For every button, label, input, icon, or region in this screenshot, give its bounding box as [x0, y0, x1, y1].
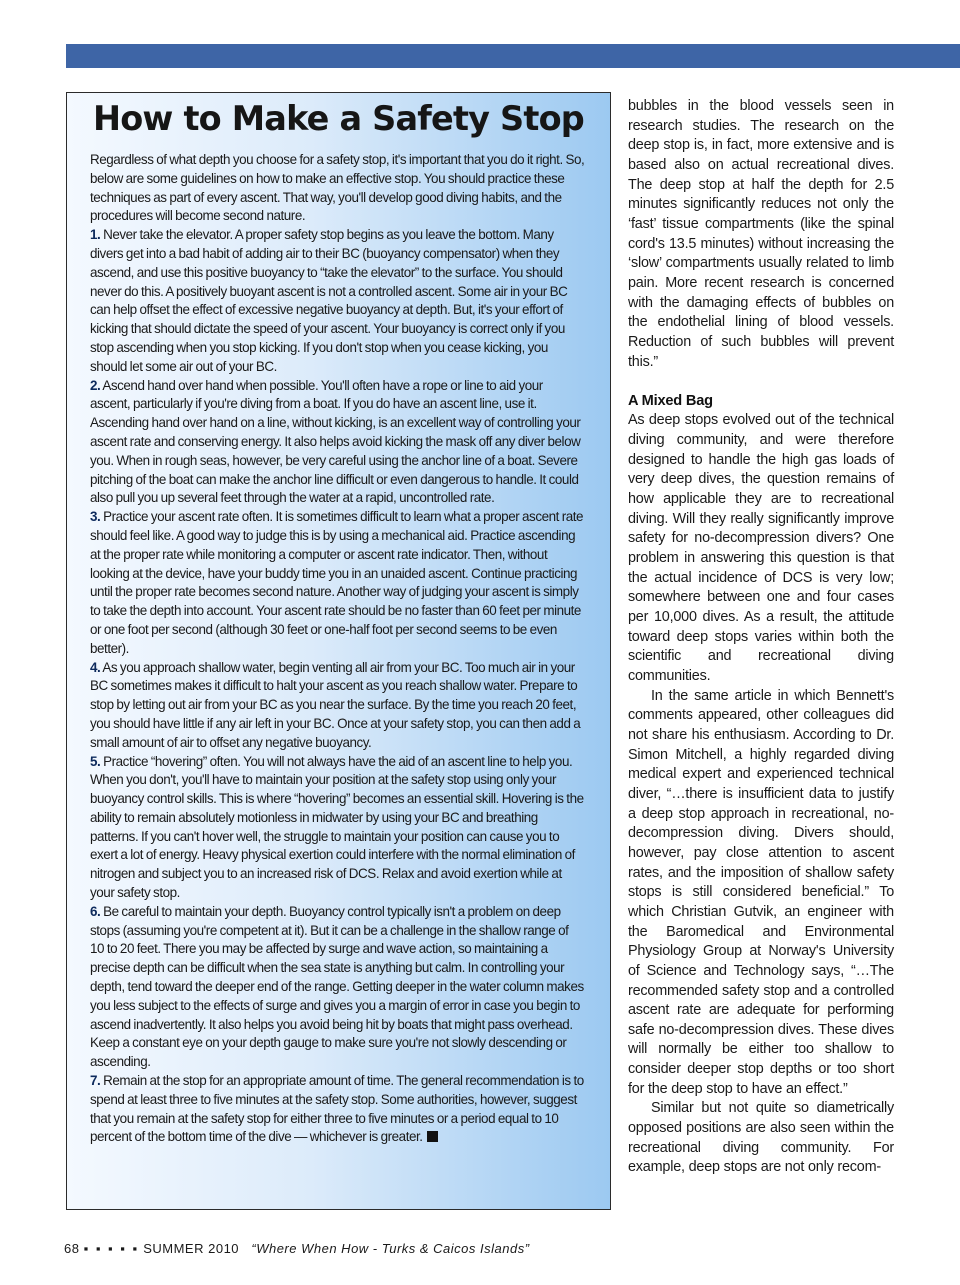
- tip-item: [90, 377, 585, 509]
- continued-paragraph: bubbles in the blood vessels seen in research studies. The research on the deep stop is, in fact, more extensive and is based also on actual recreational dives. The deep stop at half the depth for 2.5 minutes significantly reduces not only the ‘fast’ tissue compartments (like the spinal cord's 13.5 minutes) without increasing the ‘slow’ compartments usually related to limb pain. More recent research is concerned with the damaging effects of bubbles on the endothelial lining of blood vessels. Reduction of such bubbles will prevent this.”: [628, 98, 894, 370]
- tip-text: Practice “hovering” often. You will not always have the aid of an ascent line to help you. When you don't, you'll have to maintain your position at the safety stop using only your buoyancy control skills. This is where “hovering” becomes an essential skill. Hovering is the ability to remain absolutely motionless in midwater by using your BC and breathing patterns. If you can't hover well, the struggle to maintain your position can cause you to exert a lot of energy. Heavy physical exertion could interfere with the normal elimination of nitrogen and subject you to an increased risk of DCS. Relax and avoid exertion while at your safety stop.: [90, 753, 584, 901]
- tip-item: [90, 508, 585, 658]
- publication-name: “Where When How - Turks & Caicos Islands”: [251, 1241, 530, 1256]
- end-square-icon: [427, 1131, 438, 1142]
- tip-text: Practice your ascent rate often. It is sometimes difficult to learn what a proper ascent rate should feel like. A good way to judge this is by using a mechanical aid. Practice ascending at the proper rate while monitoring a computer or ascent rate indicator. Then, without looking at the device, have your buddy time you in an unaided ascent. Continue practicing until the proper rate becomes second nature. Another way of judging your ascent is simply to take the depth into account. Your ascent rate should be no faster than 60 feet per minute or one foot per second (although 30 feet or one-half foot per second seems to be even better).: [90, 509, 584, 656]
- tip-number: 7.: [90, 1073, 101, 1089]
- safety-stop-sidebar: [66, 92, 611, 1210]
- tip-number: 6.: [90, 903, 101, 919]
- tip-item: [90, 659, 585, 753]
- sidebar-intro: Regardless of what depth you choose for a safety stop, it's important that you do it right. So, below are some guidelines on how to make an effective stop. You should practice these techniques as part of every ascent. That way, you'll develop good diving habits, and the procedures will become second nature.: [90, 152, 585, 224]
- tip-item: [90, 903, 585, 1072]
- issue-label: SUMMER 2010: [143, 1241, 240, 1256]
- body-paragraph: As deep stops evolved out of the technical diving community, and were therefore designed to handle the high gas loads of very deep dives, the question remains of how applicable they are to recreational diving. Will they really significantly improve safety for no-decompression divers? One problem in answering this question is that the actual incidence of DCS is very low; somewhere between one and four cases per 10,000 dives. As a result, the attitude toward deep stops varies within both the scientific and recreational diving communities.: [628, 412, 894, 685]
- tip-text: Ascend hand over hand when possible. You'll often have a rope or line to aid your ascent, particularly if you're diving from a boat. If you do have an ascent line, use it. Ascending hand over hand on a line, without kicking, is an excellent way of controlling your ascent rate and conserving energy. It also helps avoid kicking the mask off any diver below you. When in rough seas, however, be very careful using the anchor line of a boat. Severe pitching of the boat can make the anchor line difficult or even dangerous to handle. It could also pull you up several feet through the water at a rapid, uncontrolled rate.: [90, 377, 581, 506]
- footer-dots: ▪ ▪ ▪ ▪ ▪: [83, 1241, 140, 1256]
- tip-number: 4.: [90, 659, 101, 675]
- body-paragraph: Similar but not quite so diametrically opposed positions are also seen within the recreational diving community. For example, deep stops are not only recom-: [628, 1100, 894, 1176]
- tip-item: [90, 1072, 585, 1147]
- body-paragraph: In the same article in which Bennett's comments appeared, other colleagues did not share his enthusiasm. According to Dr. Simon Mitchell, a highly regarded diving medical expert and experienced technical diver, “…there is insufficient data to justify a deep stop approach in recreational, no-decompression diving. Divers should, however, pay close attention to ascent rates, and the imposition of shallow safety stops is still considered beneficial.” To which Christian Gutvik, an engineer with the Baromedical and Environmental Physiology Group at Norway's University of Science and Technology says, “…The recommended safety stop and a controlled ascent rate are adequate for performing safe no-decompression dives. These dives will normally be either too shallow to consider deeper stop depths or too short for the deep stop to have an effect.”: [628, 687, 894, 1097]
- tip-number: 2.: [90, 377, 101, 393]
- tip-item: [90, 753, 585, 903]
- section-heading: A Mixed Bag: [628, 392, 713, 409]
- tip-text: Never take the elevator. A proper safety stop begins as you leave the bottom. Many divers get into a bad habit of adding air to their BC (buoyancy compensator) when they ascend, and use this positive buoyancy to “take the elevator” to the surface. You should never do this. A positively buoyant ascent is not a controlled ascent. Some air in your BC can help offset the effect of excessive negative buoyancy at depth. But, it's your effort of kicking that should dictate the speed of your ascent. Your buoyancy is correct only if you stop ascending when you stop kicking. If you don't stop when you cease kicking, you should let some air out of your BC.: [90, 227, 568, 374]
- header-color-bar: [66, 44, 960, 68]
- page-footer: [64, 1241, 530, 1256]
- tip-item: [90, 226, 585, 376]
- tip-text: Remain at the stop for an appropriate amount of time. The general recommendation is to spend at least three to five minutes at the safety stop. Some authorities, however, suggest that you remain at the safety stop for either three to five minutes or a period equal to 10 percent of the bottom time of the dive — whichever is greater.: [90, 1073, 584, 1145]
- tip-number: 5.: [90, 753, 101, 769]
- tip-number: 1.: [90, 227, 101, 243]
- tip-text: Be careful to maintain your depth. Buoyancy control typically isn't a problem on deep stops (assuming you're competent at it). But it can be a challenge in the shallow range of 10 to 20 feet. There you may be affected by surge and wave action, so maintaining a precise depth can be difficult when the sea state is anything but calm. In controlling your depth, tend toward the deeper end of the range. Getting deeper in the water column makes you less subject to the effects of surge and gives you a margin of error in case you begin to ascend inadvertently. It also helps you avoid being hit by boats that might pass overhead. Keep a constant eye on your depth gauge to make sure you're not slowly descending or ascending.: [90, 903, 584, 1070]
- page-number: 68: [64, 1241, 80, 1256]
- sidebar-title: How to Make a Safety Stop: [92, 99, 584, 138]
- article-column: [628, 97, 894, 1178]
- sidebar-body: [90, 151, 585, 1147]
- tip-number: 3.: [90, 509, 101, 525]
- tip-text: As you approach shallow water, begin venting all air from your BC. Too much air in your BC sometimes makes it difficult to halt your ascent as you reach shallow water. Prepare to stop by letting out air from your BC as you near the surface. By the time you reach 20 feet, you should have little if any air left in your BC. Once at your safety stop, you can then add a small amount of air to offset any negative buoyancy.: [90, 659, 581, 750]
